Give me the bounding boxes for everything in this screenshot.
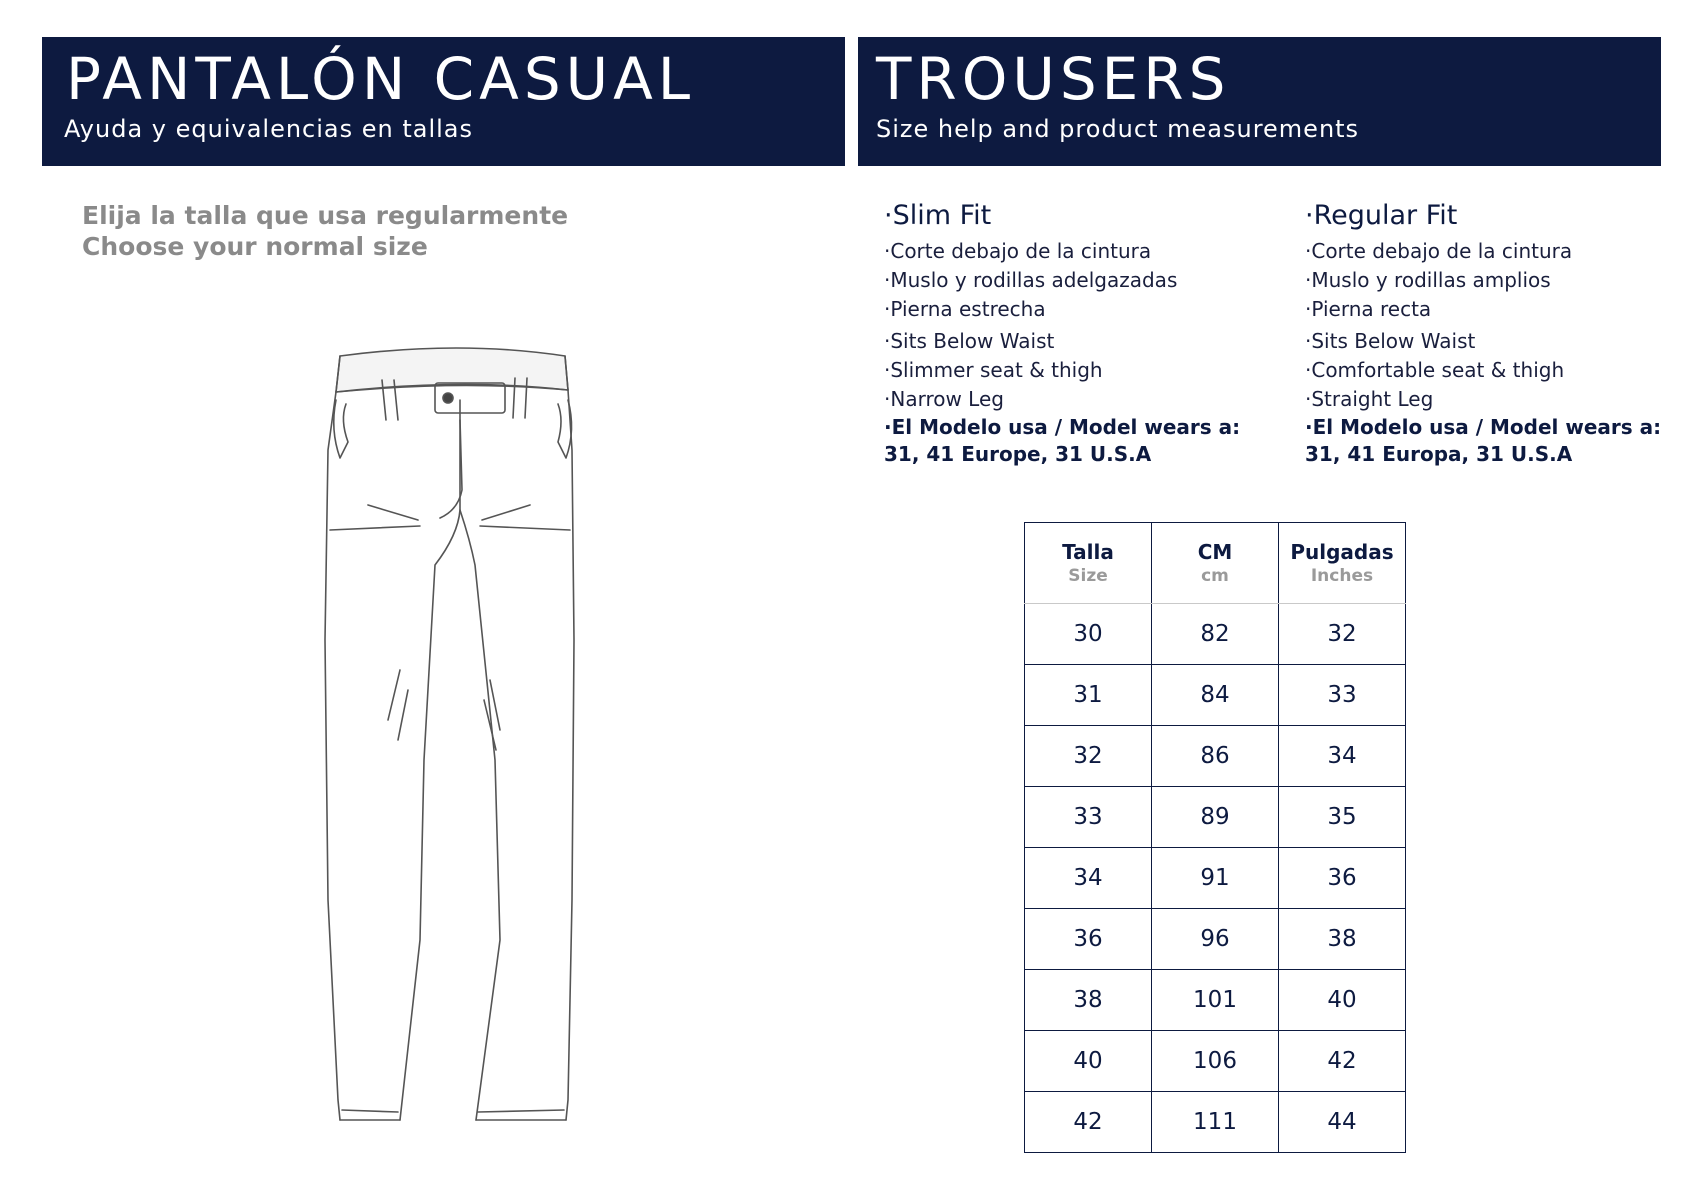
cell-cm: 101	[1152, 970, 1279, 1031]
cell-cm: 89	[1152, 787, 1279, 848]
column-header-size	[1025, 523, 1152, 604]
header-banner-es	[42, 37, 845, 166]
header-sub: cm	[1201, 566, 1229, 586]
choose-size-en: Choose your normal size	[82, 232, 428, 261]
regular-fit-model-label: ·El Modelo usa / Model wears a:	[1305, 415, 1662, 439]
table-row	[1025, 604, 1406, 665]
cell-cm: 106	[1152, 1031, 1279, 1092]
regular-fit-line: ·Corte debajo de la cintura	[1305, 239, 1573, 263]
cell-cm: 86	[1152, 726, 1279, 787]
slim-fit-line: ·Pierna estrecha	[884, 297, 1046, 321]
cell-inches: 32	[1279, 604, 1406, 665]
regular-fit-line: ·Straight Leg	[1305, 387, 1434, 411]
choose-size-es: Elija la talla que usa regularmente	[82, 201, 569, 230]
cell-size: 40	[1025, 1031, 1152, 1092]
table-row	[1025, 1031, 1406, 1092]
page-subtitle-en: Size help and product measurements	[876, 115, 1360, 143]
cell-inches: 33	[1279, 665, 1406, 726]
size-table	[1024, 522, 1406, 1153]
page-title-es: PANTALÓN CASUAL	[66, 45, 696, 113]
header-banner-en	[858, 37, 1661, 166]
column-header-cm	[1152, 523, 1279, 604]
cell-size: 31	[1025, 665, 1152, 726]
cell-size: 36	[1025, 909, 1152, 970]
slim-fit-model-label: ·El Modelo usa / Model wears a:	[884, 415, 1241, 439]
page-title-en: TROUSERS	[876, 45, 1231, 113]
regular-fit-line: ·Pierna recta	[1305, 297, 1432, 321]
slim-fit-line: ·Corte debajo de la cintura	[884, 239, 1152, 263]
header-main: Pulgadas	[1290, 540, 1394, 564]
column-header-inches	[1279, 523, 1406, 604]
header-sub: Inches	[1310, 566, 1374, 586]
table-row	[1025, 848, 1406, 909]
regular-fit-line: ·Sits Below Waist	[1305, 329, 1476, 353]
regular-fit-title: ·Regular Fit	[1305, 200, 1458, 231]
slim-fit-section	[884, 200, 1240, 468]
cell-size: 30	[1025, 604, 1152, 665]
table-row	[1025, 1092, 1406, 1153]
slim-fit-line: ·Sits Below Waist	[884, 329, 1055, 353]
cell-size: 34	[1025, 848, 1152, 909]
slim-fit-line: ·Slimmer seat & thigh	[884, 358, 1103, 382]
cell-inches: 36	[1279, 848, 1406, 909]
table-row	[1025, 726, 1406, 787]
regular-fit-model-sizes: 31, 41 Europa, 31 U.S.A	[1305, 442, 1573, 466]
table-row	[1025, 665, 1406, 726]
cell-inches: 38	[1279, 909, 1406, 970]
header-main: CM	[1197, 540, 1233, 564]
cell-size: 38	[1025, 970, 1152, 1031]
choose-size-instructions	[82, 200, 568, 262]
page-subtitle-es: Ayuda y equivalencias en tallas	[64, 115, 474, 143]
regular-fit-line: ·Muslo y rodillas amplios	[1305, 268, 1551, 292]
header-main: Talla	[1062, 540, 1114, 564]
cell-cm: 91	[1152, 848, 1279, 909]
cell-inches: 44	[1279, 1092, 1406, 1153]
slim-fit-line: ·Narrow Leg	[884, 387, 1004, 411]
cell-inches: 35	[1279, 787, 1406, 848]
table-row	[1025, 970, 1406, 1031]
cell-cm: 82	[1152, 604, 1279, 665]
cell-inches: 42	[1279, 1031, 1406, 1092]
header-sub: Size	[1068, 566, 1108, 586]
cell-size: 42	[1025, 1092, 1152, 1153]
regular-fit-line: ·Comfortable seat & thigh	[1305, 358, 1565, 382]
trousers-illustration	[300, 340, 640, 1140]
slim-fit-title: ·Slim Fit	[884, 200, 992, 231]
cell-cm: 96	[1152, 909, 1279, 970]
cell-size: 33	[1025, 787, 1152, 848]
cell-cm: 111	[1152, 1092, 1279, 1153]
slim-fit-model-sizes: 31, 41 Europe, 31 U.S.A	[884, 442, 1152, 466]
table-row	[1025, 909, 1406, 970]
cell-inches: 40	[1279, 970, 1406, 1031]
cell-size: 32	[1025, 726, 1152, 787]
regular-fit-section	[1305, 200, 1661, 468]
slim-fit-line: ·Muslo y rodillas adelgazadas	[884, 268, 1178, 292]
table-row	[1025, 787, 1406, 848]
cell-inches: 34	[1279, 726, 1406, 787]
size-table-header	[1025, 523, 1406, 604]
cell-cm: 84	[1152, 665, 1279, 726]
